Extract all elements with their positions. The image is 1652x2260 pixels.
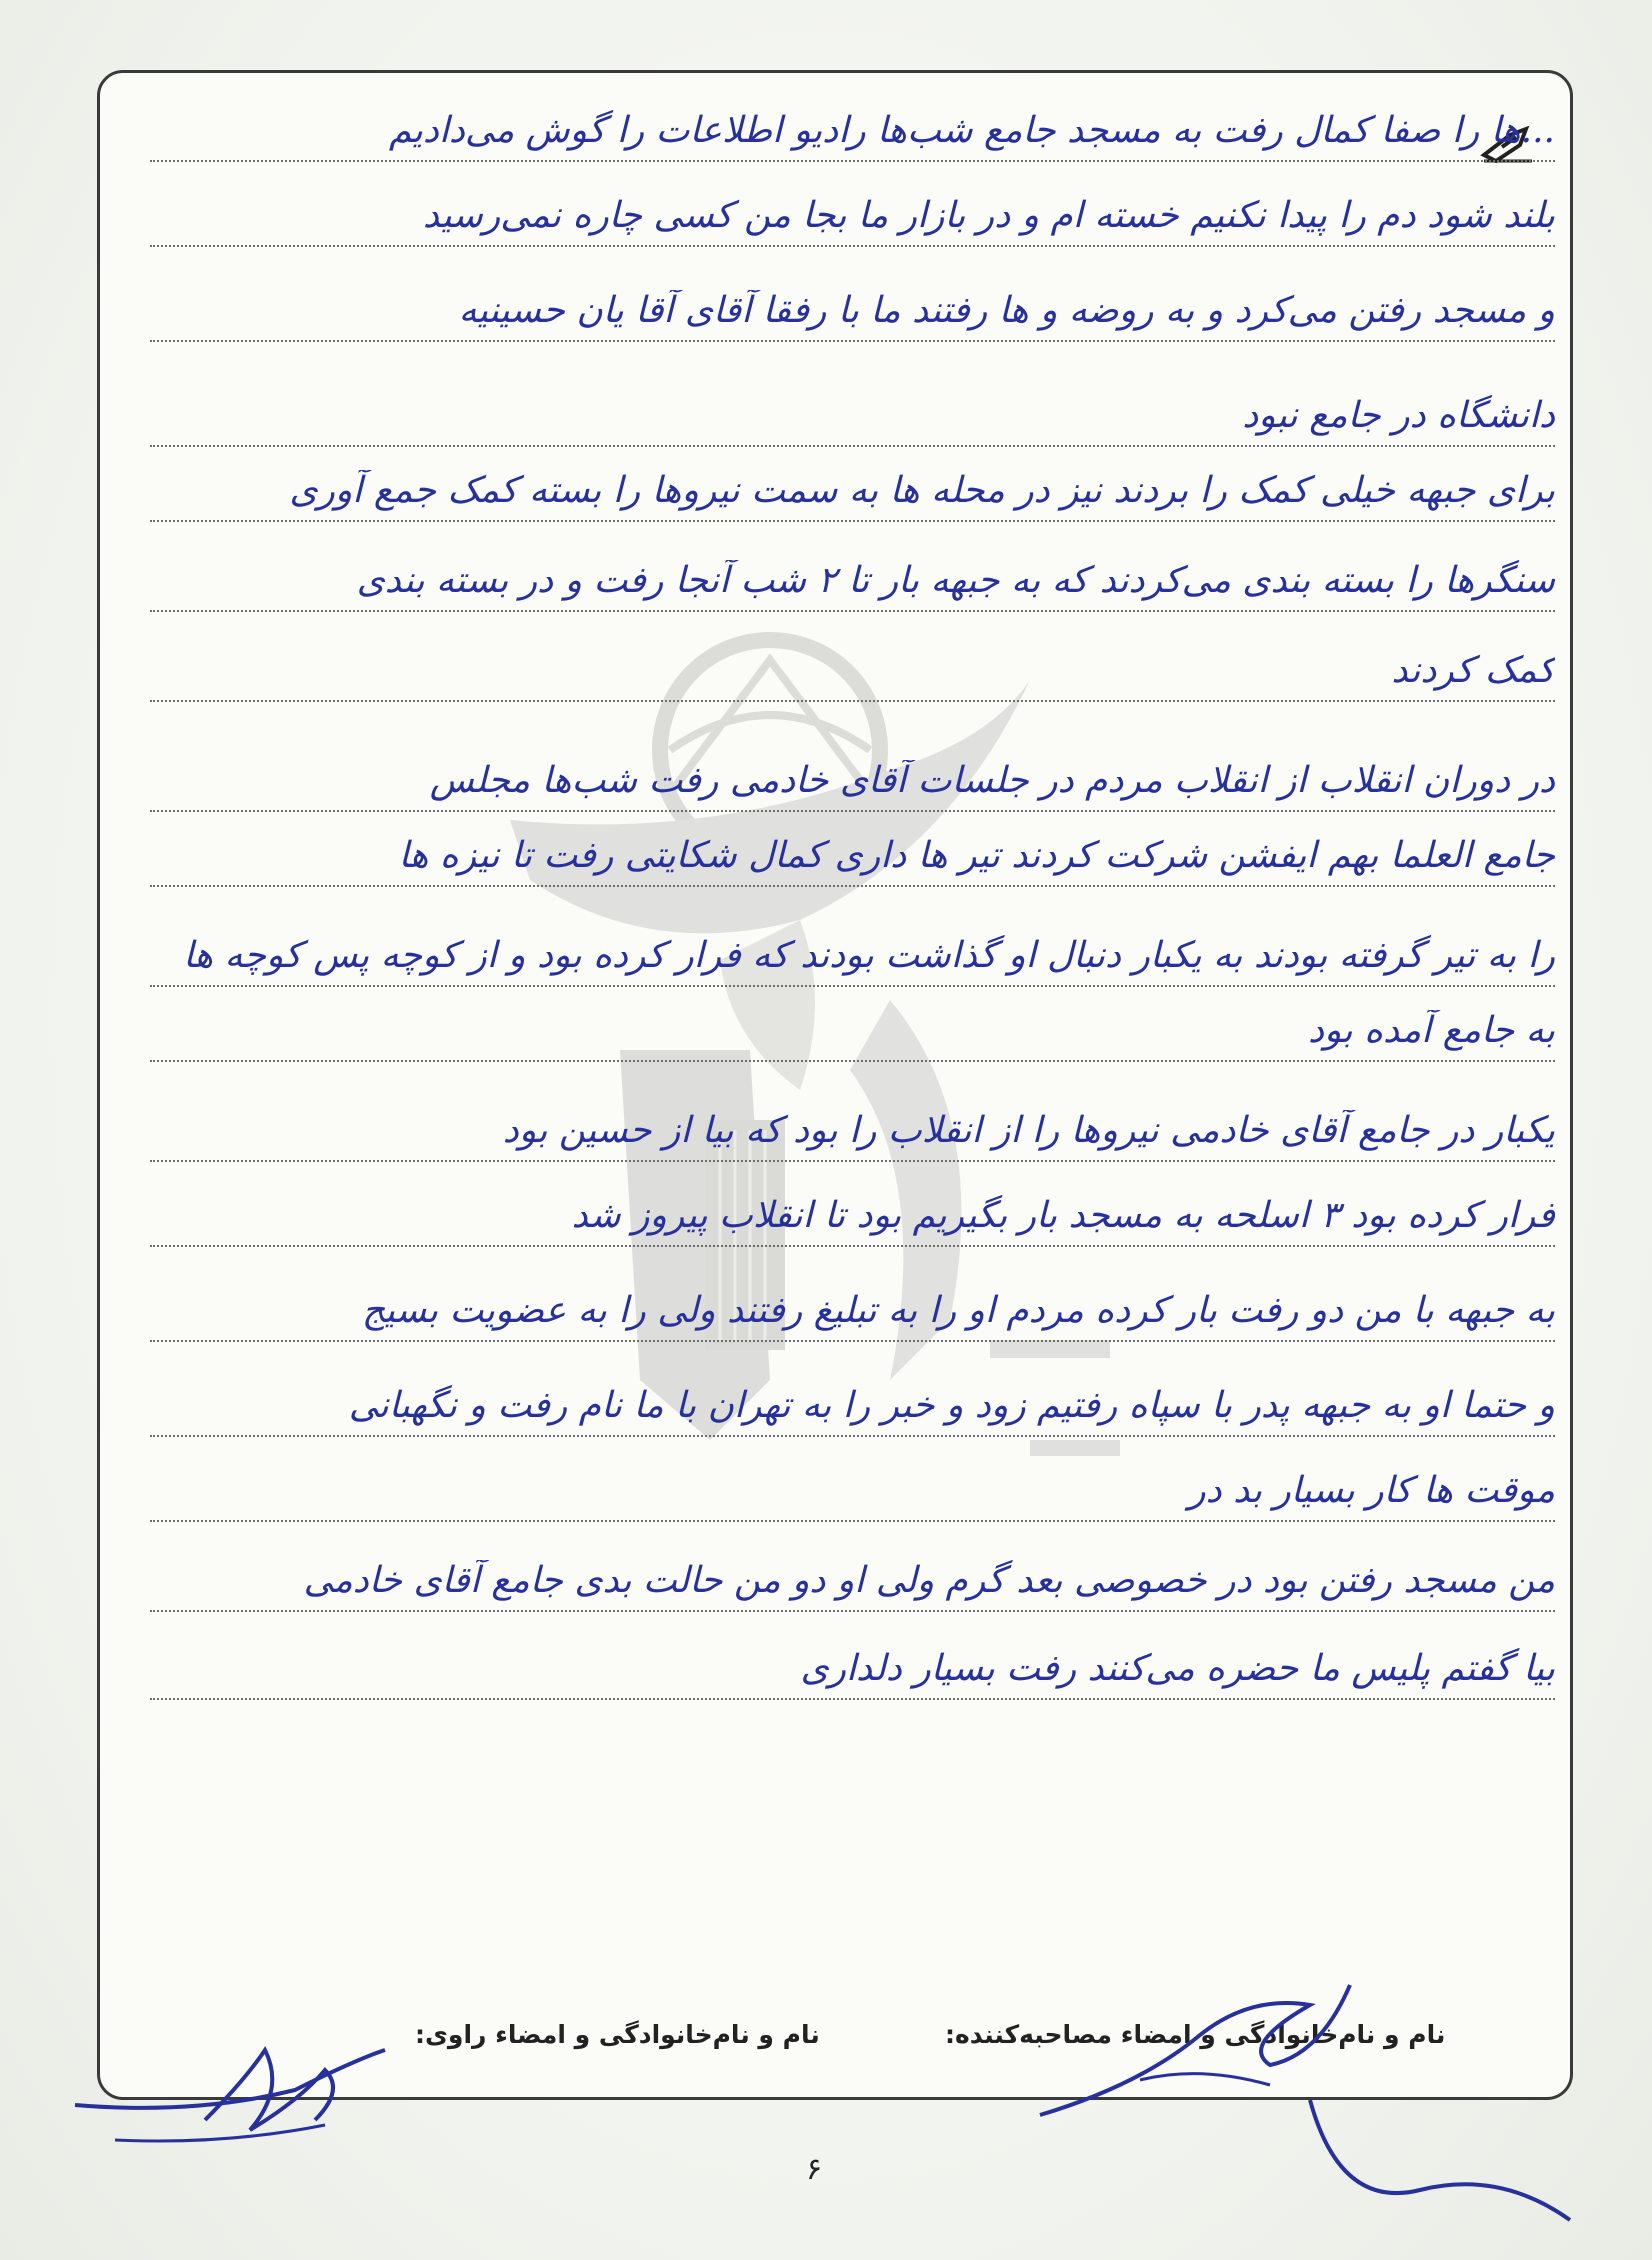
writing-rule	[150, 445, 1555, 447]
writing-rule	[150, 520, 1555, 522]
handwritten-line: فرار کرده بود ۳ اسلحه به مسجد بار بگیریم بود تا انقلاب پیروز شد	[571, 1195, 1555, 1236]
handwritten-line: من مسجد رفتن بود در خصوصی بعد گرم ولی او دو من حالت بدی جامع آقای خادمی	[303, 1560, 1555, 1601]
page-number: ۶	[806, 2152, 823, 2187]
narrator-signature-label: نام و نام‌خانوادگی و امضاء راوی:	[415, 2020, 820, 2049]
writing-rule	[150, 160, 1555, 162]
handwritten-line: دانشگاه در جامع نبود	[1242, 395, 1555, 436]
writing-rule	[150, 1245, 1555, 1247]
handwritten-line: را به تیر گرفته بودند به یکبار دنبال او گذاشت بودند که فرار کرده بود و از کوچه پس کوچه ها	[183, 935, 1555, 976]
writing-rule	[150, 700, 1555, 702]
writing-rule	[150, 1060, 1555, 1062]
handwritten-line: به جامع آمده بود	[1307, 1010, 1555, 1051]
handwritten-line: و حتما او به جبهه پدر با سپاه رفتیم زود و خبر را به تهران با ما نام رفت و نگهبانی	[348, 1385, 1555, 1426]
writing-rule	[150, 985, 1555, 987]
writing-rule	[150, 1520, 1555, 1522]
writing-rule	[150, 1160, 1555, 1162]
interviewer-signature-label: نام و نام‌خانوادگی و امضاء مصاحبه‌کننده:	[945, 2020, 1446, 2049]
handwritten-line: بیا گفتم پلیس ما حضره می‌کنند رفت بسیار دلداری	[800, 1648, 1555, 1689]
handwritten-line: بلند شود دم را پیدا نکنیم خسته ام و در بازار ما بجا من کسی چاره نمی‌رسید	[422, 195, 1555, 236]
writing-rule	[150, 1698, 1555, 1700]
handwritten-line: در دوران انقلاب از انقلاب مردم در جلسات آقای خادمی رفت شب‌ها مجلس	[429, 760, 1555, 801]
handwritten-line: برای جبهه خیلی کمک را بردند نیز در محله ها به سمت نیروها را بسته کمک جمع آوری	[289, 470, 1555, 511]
writing-rule	[150, 1340, 1555, 1342]
writing-rule	[150, 885, 1555, 887]
handwritten-line: ...ها را صفا کمال رفت به مسجد جامع شب‌ها رادیو اطلاعات را گوش می‌دادیم	[388, 110, 1555, 151]
writing-rule	[150, 1435, 1555, 1437]
handwritten-line: سنگرها را بسته بندی می‌کردند که به جبهه بار تا ۲ شب آنجا رفت و در بسته بندی	[356, 560, 1555, 601]
writing-rule	[150, 610, 1555, 612]
lower-signature-stroke	[1300, 2080, 1580, 2230]
writing-rule	[150, 340, 1555, 342]
writing-rule	[150, 245, 1555, 247]
narrator-signature	[55, 2020, 415, 2170]
handwritten-line: جامع العلما بهم ایفشن شرکت کردند تیر ها داری کمال شکایتی رفت تا نیزه ها	[398, 835, 1555, 876]
handwritten-line: یکبار در جامع آقای خادمی نیروها را از انقلاب را بود که بیا از حسین بود	[502, 1110, 1555, 1151]
writing-rule	[150, 1610, 1555, 1612]
handwritten-line: به جبهه با من دو رفت بار کرده مردم او را به تبلیغ رفتند ولی را به عضویت بسیج	[361, 1290, 1555, 1331]
writing-rule	[150, 810, 1555, 812]
handwritten-line: کمک کردند	[1391, 650, 1555, 691]
handwritten-line: و مسجد رفتن می‌کرد و به روضه و ها رفتند ما با رفقا آقای آقا یان حسینیه	[458, 290, 1555, 331]
handwritten-line: موقت ها کار بسیار بد در	[1188, 1470, 1555, 1511]
